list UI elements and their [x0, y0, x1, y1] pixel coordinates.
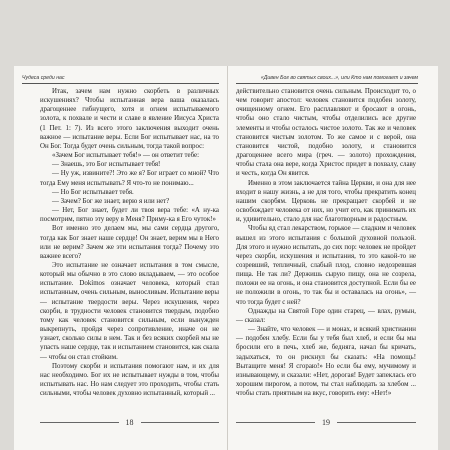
- left-body-text: [40, 87, 219, 398]
- paragraph: «Зачем Бог испытывает тебя!» — он ответит тебе:: [52, 152, 199, 160]
- paragraph: — Знаешь, это Бог испытывает тебя!: [52, 161, 161, 169]
- folio-rule: [141, 422, 220, 423]
- left-header-rule: [22, 83, 219, 84]
- paragraph: Чтобы яд стал лекарством, горькое — сладким и человек вышел из этого испытания с большой духовной пользой. Для этого и нужно испытать, до сих пор: человек не пройдет через скорби, искушения и испытания, то это какой-то не созревший, тепличный, слабый плод, словно недозревшая пища. Не так ли? Держишь сырую пищу, она не созрела, положи ее на огонь, и она становится доступной. Если бы ее не положили в огонь, то так бы и оставалась на огонь», — что тогда будет с ней?: [236, 225, 416, 306]
- paragraph: Однажды на Святой Горе один старец, — влах, румын, — сказал:: [236, 307, 416, 324]
- left-page-number: [40, 418, 219, 427]
- right-page-number: [236, 418, 416, 427]
- paragraph: — Ну уж, извините?! Это же я? Бог играет со мной? Что тогда Ему меня испытывать? Я что-то не понимаю...: [40, 170, 219, 187]
- folio-rule: [236, 422, 315, 423]
- left-page: [14, 66, 227, 450]
- paragraph: Это испытание не означает испытания в том смысле, который мы обычно в это слово вкладываем, — это особое испытание. Dokímos означает человека, который стал испытанным, очень сильным, выносливым. Испытание веры — испытание твердости веры. Через искушения, через скорби, в трудности человек становится твердым, подобно тому как человек становится сильным, если вынужден выкрепнуть, пройдя через сопротивление, иначе он не узнает, сколько силы в нем. Так и без всяких скорбей мы не упасть наше сердце, так и испытанием становится, как скала — чтобы он стал стойким.: [40, 261, 219, 361]
- right-running-head: «Дивен Бог во святых своих...», или Кто нам помогает и зачем: [260, 75, 418, 81]
- paragraph: Итак, зачем нам нужно скорбеть в различных искушениях? Чтобы испытанная вера ваша оказалась драгоценнее гибнущего, хотя и огнем испытываемого золота, к похвале и чести и славе в явление Иисуса Христа (1 Пет. 1: 7). Из всего этого заключения выходит очень важное — испытание веры. Если Бог испытывает нас, на то Он Бог. Тогда будет очень сильным, тогда такой вопрос:: [40, 88, 219, 150]
- folio-rule: [337, 422, 416, 423]
- paragraph: Именно в этом заключается тайна Церкви, и она для нее входит в нашу жизнь, а не для того, чтобы прекратить конец нашим скорбям. Церковь не прекращает скорбей и не освобождает человека от них, но учит его, как принимать их и, удивительно, стало для нас благотворным и радостным.: [236, 179, 416, 224]
- right-page: [228, 66, 438, 450]
- right-body-text: [236, 87, 416, 398]
- paragraph: Поэтому скорби и испытания помогают нам, и их для нас необходимо. Бог их не испытывает нужды в том, чтобы испытывать нас. Но нам следует это проходить, чтобы стать сильными, чтобы человек духовно испытанный, который ...: [40, 362, 219, 398]
- folio-rule: [40, 422, 119, 423]
- paragraph: — Зачем? Бог же знает, верю я или нет?: [52, 197, 170, 205]
- paragraph: — Но Бог испытывает тебя.: [52, 188, 134, 196]
- left-running-head: Чудеса среди нас: [22, 75, 65, 81]
- page-number: 18: [125, 418, 134, 427]
- paragraph: Вот именно это делаем мы, мы сами сердца другого, тогда как Бог знает наше сердце! Он знает, верим мы в Него или не верим? Зачем же эти испытания тогда? Почему это важнее всего?: [40, 225, 219, 260]
- right-header-rule: [236, 83, 418, 84]
- paragraph: — Нет, Бог знает, будет ли твоя вера тебе: «А ну-ка посмотрим, пятно эту веру в Меня? Приму-ка я Его чуток!»: [40, 207, 219, 224]
- page-number: 19: [322, 418, 330, 427]
- paragraph: действительно становится очень сильным. Происходит то, о чем говорит апостол: человек становится подобен золоту, очищенному огнем. Его расплавляют и бросают в огонь, чтобы оно стало чистым, чтобы отделились все другие элементы и чтобы осталось чистое золото. Так же и человек становится чистым золотом. То же самое и с верой, она становится чистой, подобно золоту, и становится драгоценнее всего мира (греч. — золото) прохождения, чтобы стала она вере, когда Христос придет в похвалу, славу и честь, когда Он явится.: [236, 88, 416, 178]
- paragraph: — Знайте, что человек — и монах, и всякий христианин — подобен хлебу. Если бы у тебя был хлеб, и если бы мы бросили его в печь, хлеб же, бедняга, начал бы кричать, задыхаться, то он рискнул бы сказать: «На помощь! Вытащите меня! Я сгораю!» Но если бы ему, мучимому и изнывающему, и сказали: «Нет, дорогая! Будет запеклась его хорошим пирогом, а потом, ты стал наблюдать за хлебом ... чтобы стать приятным на вкус, говорить ему: «Нет!»: [236, 326, 416, 398]
